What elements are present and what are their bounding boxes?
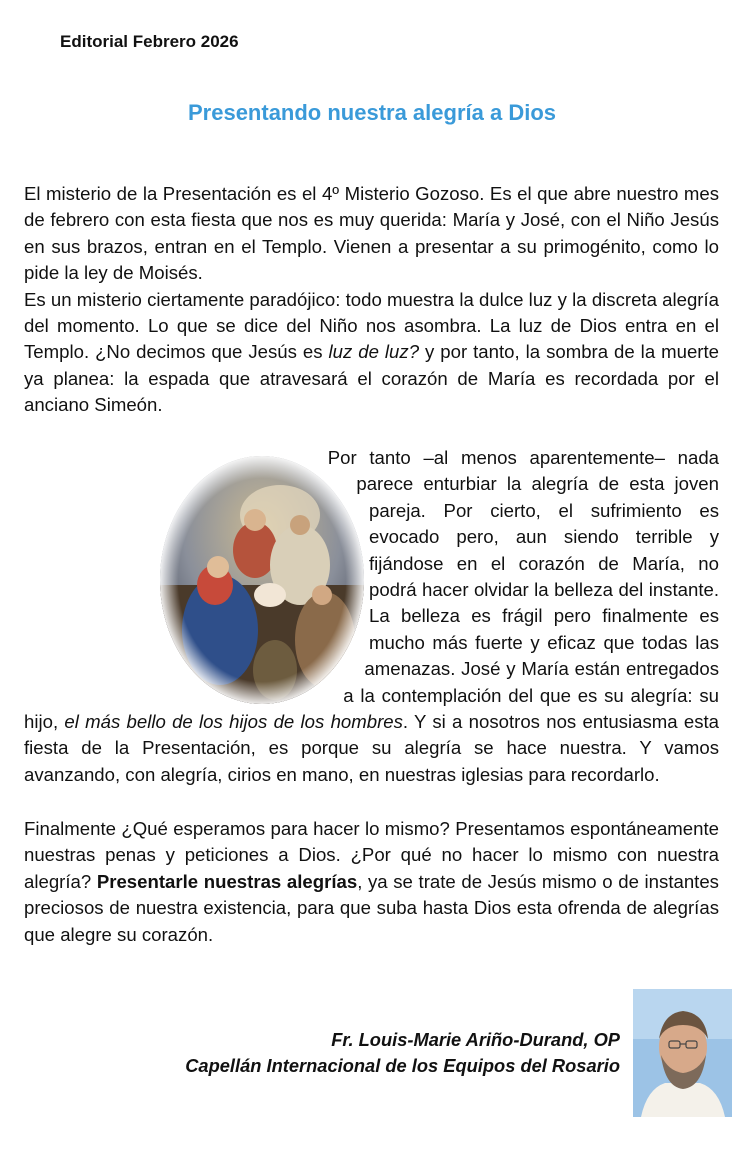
editorial-date-header: Editorial Febrero 2026 bbox=[60, 32, 239, 51]
paragraph-2-emphasis: luz de luz? bbox=[328, 341, 420, 363]
paragraph-2-text-a: Es un misterio ciertamente paradójico: todo muestra la dulce luz y la discreta alegría del momento. Lo que se dice del Niño nos asombra. La luz de Dios entra en el Templo. ¿No decimos que Jesús es bbox=[24, 288, 719, 363]
presentation-painting bbox=[160, 445, 365, 707]
paragraph-4-text-b: , ya se trate de Jesús mismo o de instantes preciosos de nuestra existencia, para que suba hasta Dios esta ofrenda de alegrías que alegre su corazón. bbox=[24, 870, 719, 945]
author-role: Capellán Internacional de los Equipos del Rosario bbox=[185, 1055, 620, 1076]
paragraph-3 bbox=[24, 445, 719, 788]
float-spacer bbox=[24, 445, 174, 471]
portrait-illustration bbox=[633, 989, 732, 1117]
paragraph-3-text-b: . Y si a nosotros nos entusiasma esta fiesta de la Presentación, es porque su alegría se hace nuestra. Y vamos avanzando, con alegría, cirios en mano, en nuestras iglesias para recordarlo. bbox=[24, 711, 719, 785]
paragraph-3-text-a: Por tanto –al menos aparentemente– nada parece enturbiar la alegría de esta joven pareja. Por cierto, el sufrimiento es evocado pero, aun siendo terrible y fijándose en el corazón de María, no podrá hacer olvidar la belleza del instante. La belleza es frágil pero finalmente es mucho más fuerte y eficaz que todas las amenazas. José y María están entregados a la contemplación del que es su alegría: su hijo, bbox=[24, 447, 719, 733]
signature-block bbox=[185, 1027, 620, 1079]
paragraph-2-text-b: y por tanto, la sombra de la muerte ya planea: la espada que atravesará el corazón de María es recordada por el anciano Simeón. bbox=[24, 341, 719, 416]
author-name: Fr. Louis-Marie Ariño-Durand, OP bbox=[331, 1029, 620, 1050]
article-title: Presentando nuestra alegría a Dios bbox=[187, 100, 557, 125]
author-portrait bbox=[633, 989, 732, 1122]
paragraph-4-bold: Presentarle nuestras alegrías bbox=[96, 870, 358, 892]
paragraph-4-text-a: Finalmente ¿Qué esperamos para hacer lo mismo? Presentamos espontáneamente nuestras penas y peticiones a Dios. ¿Por qué no hacer lo mismo con nuestra alegría? bbox=[24, 818, 719, 892]
paragraph-1 bbox=[24, 181, 719, 419]
paragraph-1-text: El misterio de la Presentación es el 4º Misterio Gozoso. Es el que abre nuestro mes de febrero con esta fiesta que nos es muy querida: María y José, con el Niño Jesús en sus brazos, entran en el Templo. Vienen a presentar a su primogénito, como lo pide la ley de Moisés. bbox=[24, 183, 719, 284]
painting-illustration bbox=[160, 455, 365, 705]
paragraph-3-emphasis: el más bello de los hijos de los hombres bbox=[64, 711, 403, 733]
paragraph-4 bbox=[24, 816, 719, 948]
